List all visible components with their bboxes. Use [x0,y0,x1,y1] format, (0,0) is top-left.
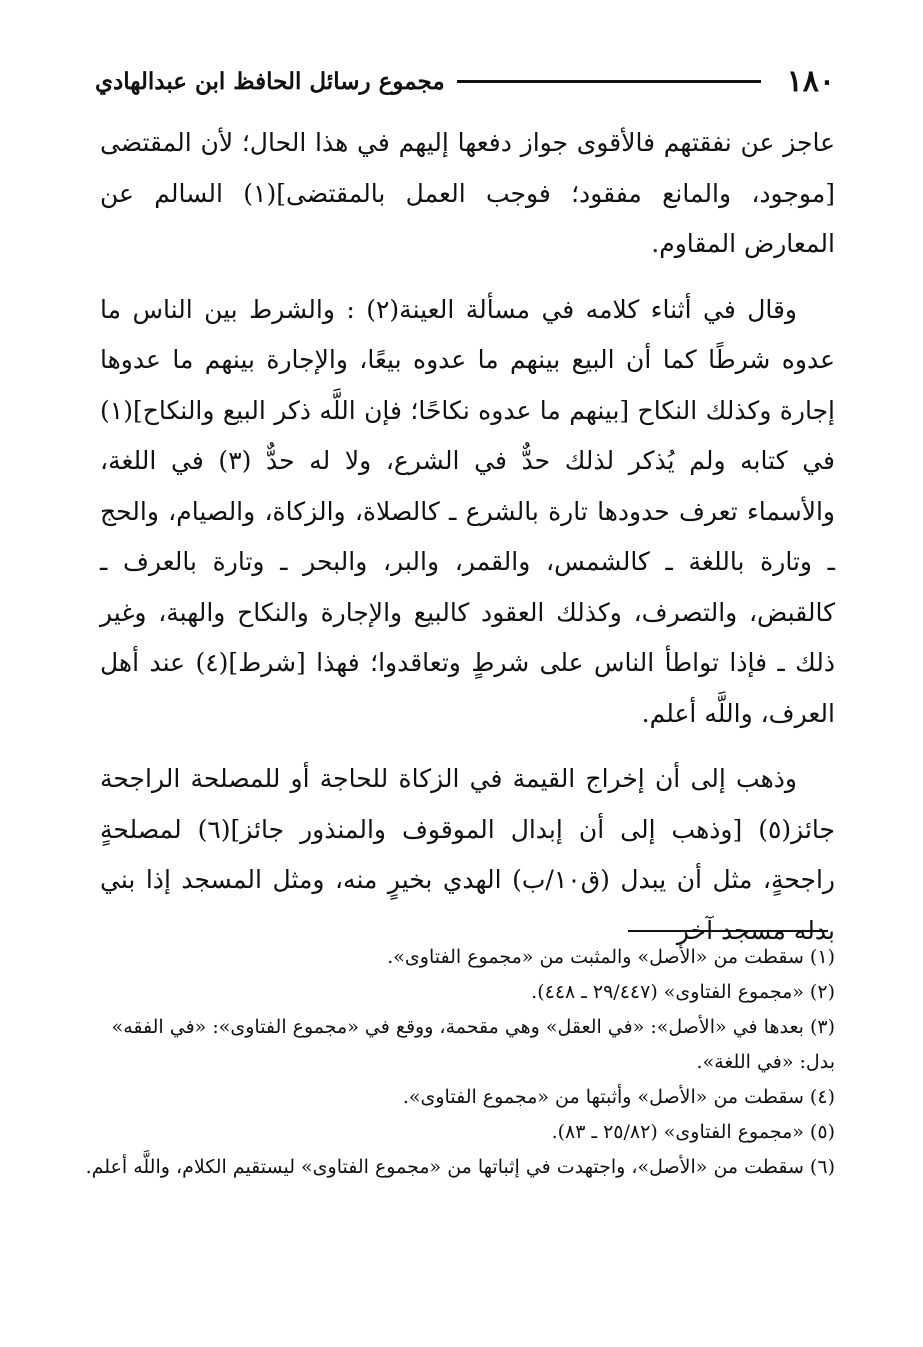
footnotes [80,940,835,1185]
paragraph-2: وقال في أثناء كلامه في مسألة العينة(٢) : والشرط بين الناس ما عدوه شرطًا كما أن البيع بينهم ما عدوه بيعًا، والإجارة بينهم ما عدوها إجارة وكذلك النكاح [بينهم ما عدوه نكاحًا؛ فإن اللَّه ذكر البيع والنكاح](١) في كتابه ولم يُذكر لذلك حدٌّ في الشرع، ولا له حدٌّ (٣) في اللغة، والأسماء تعرف حدودها تارة بالشرع ـ كالصلاة، والزكاة، والصيام، والحج ـ وتارة باللغة ـ كالشمس، والقمر، والبر، والبحر ـ وتارة بالعرف ـ كالقبض، والتصرف، وكذلك العقود كالبيع والإجارة والنكاح والهبة، وغير ذلك ـ فإذا تواطأ الناس على شرطٍ وتعاقدوا؛ فهذا [شرط](٤) عند أهل العرف، واللَّه أعلم. [100,294,835,728]
footnote-1: (١) سقطت من «الأصل» والمثبت من «مجموع الفتاوى». [387,946,835,968]
header-rule [457,80,761,83]
footnote-5: (٥) «مجموع الفتاوى» (٢٥/٨٢ ـ ٨٣). [551,1121,835,1143]
paragraph-1: عاجز عن نفقتهم فالأقوى جواز دفعها إليهم في هذا الحال؛ لأن المقتضى [موجود، والمانع مفقود؛ فوجب العمل بالمقتضى](١) السالم عن المعارض المقاوم. [100,128,835,258]
main-text [100,118,835,945]
footnote-2: (٢) «مجموع الفتاوى» (٢٩/٤٤٧ ـ ٤٤٨). [531,981,835,1003]
page-number: ١٨٠ [786,63,835,99]
paragraph-3: وذهب إلى أن إخراج القيمة في الزكاة للحاجة أو للمصلحة الراجحة جائز(٥) [وذهب إلى أن إبدال الموقوف والمنذور جائز](٦) لمصلحةٍ راجحةٍ، مثل أن يبدل (ق١٠/ب) الهدي بخيرٍ منه، ومثل المسجد إذا بني بدله مسجد آخر [100,764,835,945]
page-header [95,58,835,104]
footnote-6: (٦) سقطت من «الأصل»، واجتهدت في إثباتها من «مجموع الفتاوى» ليستقيم الكلام، واللَّه أعلم. [85,1156,835,1178]
footnote-4: (٤) سقطت من «الأصل» وأثبتها من «مجموع الفتاوى». [402,1086,835,1108]
footnote-separator [628,930,828,932]
running-title: مجموع رسائل الحافظ ابن عبدالهادي [95,67,445,95]
footnote-3: (٣) بعدها في «الأصل»: «في العقل» وهي مقحمة، ووقع في «مجموع الفتاوى»: «في الفقه» بدل: «في اللغة». [111,1016,835,1073]
